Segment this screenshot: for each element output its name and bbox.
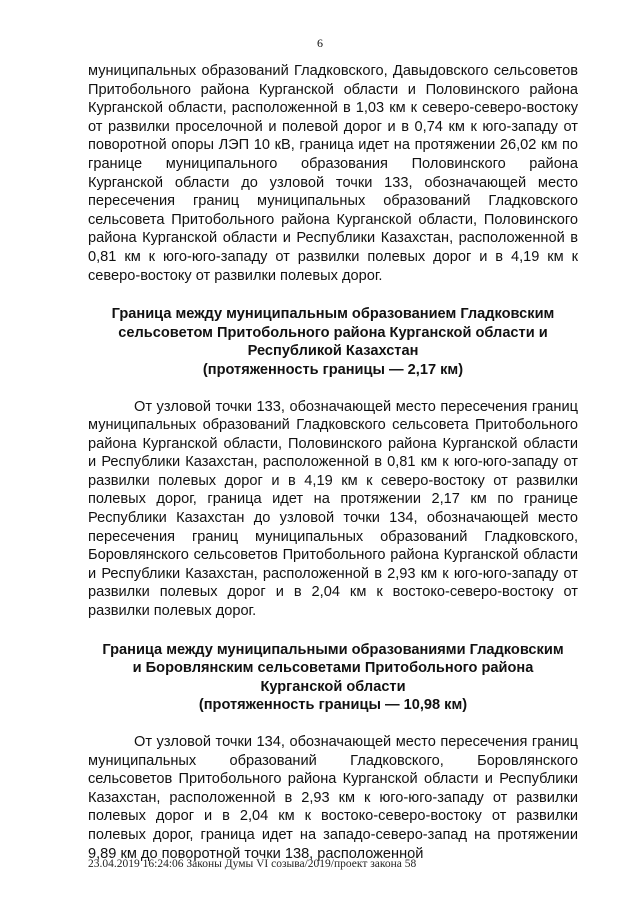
footer-stamp: 23.04.2019 16:24:06 Законы Думы VI созыва/2019/проект закона 58 <box>88 858 417 870</box>
heading-line: Курганской области <box>260 678 406 695</box>
section-heading-borovlyansky-border <box>88 641 578 715</box>
heading-line: сельсоветом Притобольного района Курганской области и <box>118 324 548 341</box>
heading-length: (протяженность границы — 2,17 км) <box>202 361 464 378</box>
paragraph-point-133: От узловой точки 133, обозначающей место пересечения границ муниципальных образований Гладковского сельсовета Притобольного района Курганской области, Половинского района Курганской области и Республики Казахстан, расположенной в 0,81 км к юго-юго-западу от развилки полевых дорог и в 4,19 км к северо-востоку от развилки полевых дорог, граница идет на протяжении 2,17 км по границе Республики Казахстан до узловой точки 134, обозначающей место пересечения границ муниципальных образований Гладковского, Боровлянского сельсоветов Притобольного района Курганской области и Республики Казахстан, расположенной в 2,93 км к юго-юго-западу от развилки полевых дорог и в 2,04 км к востоко-северо-востоку от развилки полевых дорог. <box>88 398 578 620</box>
document-body <box>88 62 578 863</box>
heading-line: и Боровлянским сельсоветами Притобольного района <box>132 660 534 677</box>
heading-line: Граница между муниципальными образованиями Гладковским <box>102 641 564 658</box>
heading-line: Республикой Казахстан <box>247 343 419 360</box>
heading-length: (протяженность границы — 10,98 км) <box>198 697 468 714</box>
paragraph-continued: муниципальных образований Гладковского, Давыдовского сельсоветов Притобольного района Курганской области и Половинского района Курганской области, расположенной в 1,03 км к северо-северо-востоку от развилки проселочной и полевой дорог и в 0,74 км к юго-западу от поворотной опоры ЛЭП 10 кВ, граница идет на протяжении 26,02 км по границе муниципального образования Половинского района Курганской области до узловой точки 133, обозначающей место пересечения границ муниципальных образований Гладковского сельсовета Притобольного района Курганской области, Половинского района Курганской области и Республики Казахстан, расположенной в 0,81 км к юго-юго-западу от развилки полевых дорог и в 4,19 км к северо-востоку от развилки полевых дорог. <box>88 63 578 284</box>
section-heading-kazakhstan-border <box>88 305 578 379</box>
paragraph-point-134: От узловой точки 134, обозначающей место пересечения границ муниципальных образований Гладковского, Боровлянского сельсоветов Притобольного района Курганской области и Республики Казахстан, расположенной в 2,93 км к юго-юго-западу от развилки полевых дорог и в 2,04 км к востоко-северо-востоку от развилки полевых дорог, граница идет на западо-северо-запад на протяжении 9,89 км до поворотной точки 138, расположенной <box>88 734 578 862</box>
heading-line: Граница между муниципальным образованием Гладковским <box>111 306 555 323</box>
page-number: 6 <box>317 36 323 50</box>
